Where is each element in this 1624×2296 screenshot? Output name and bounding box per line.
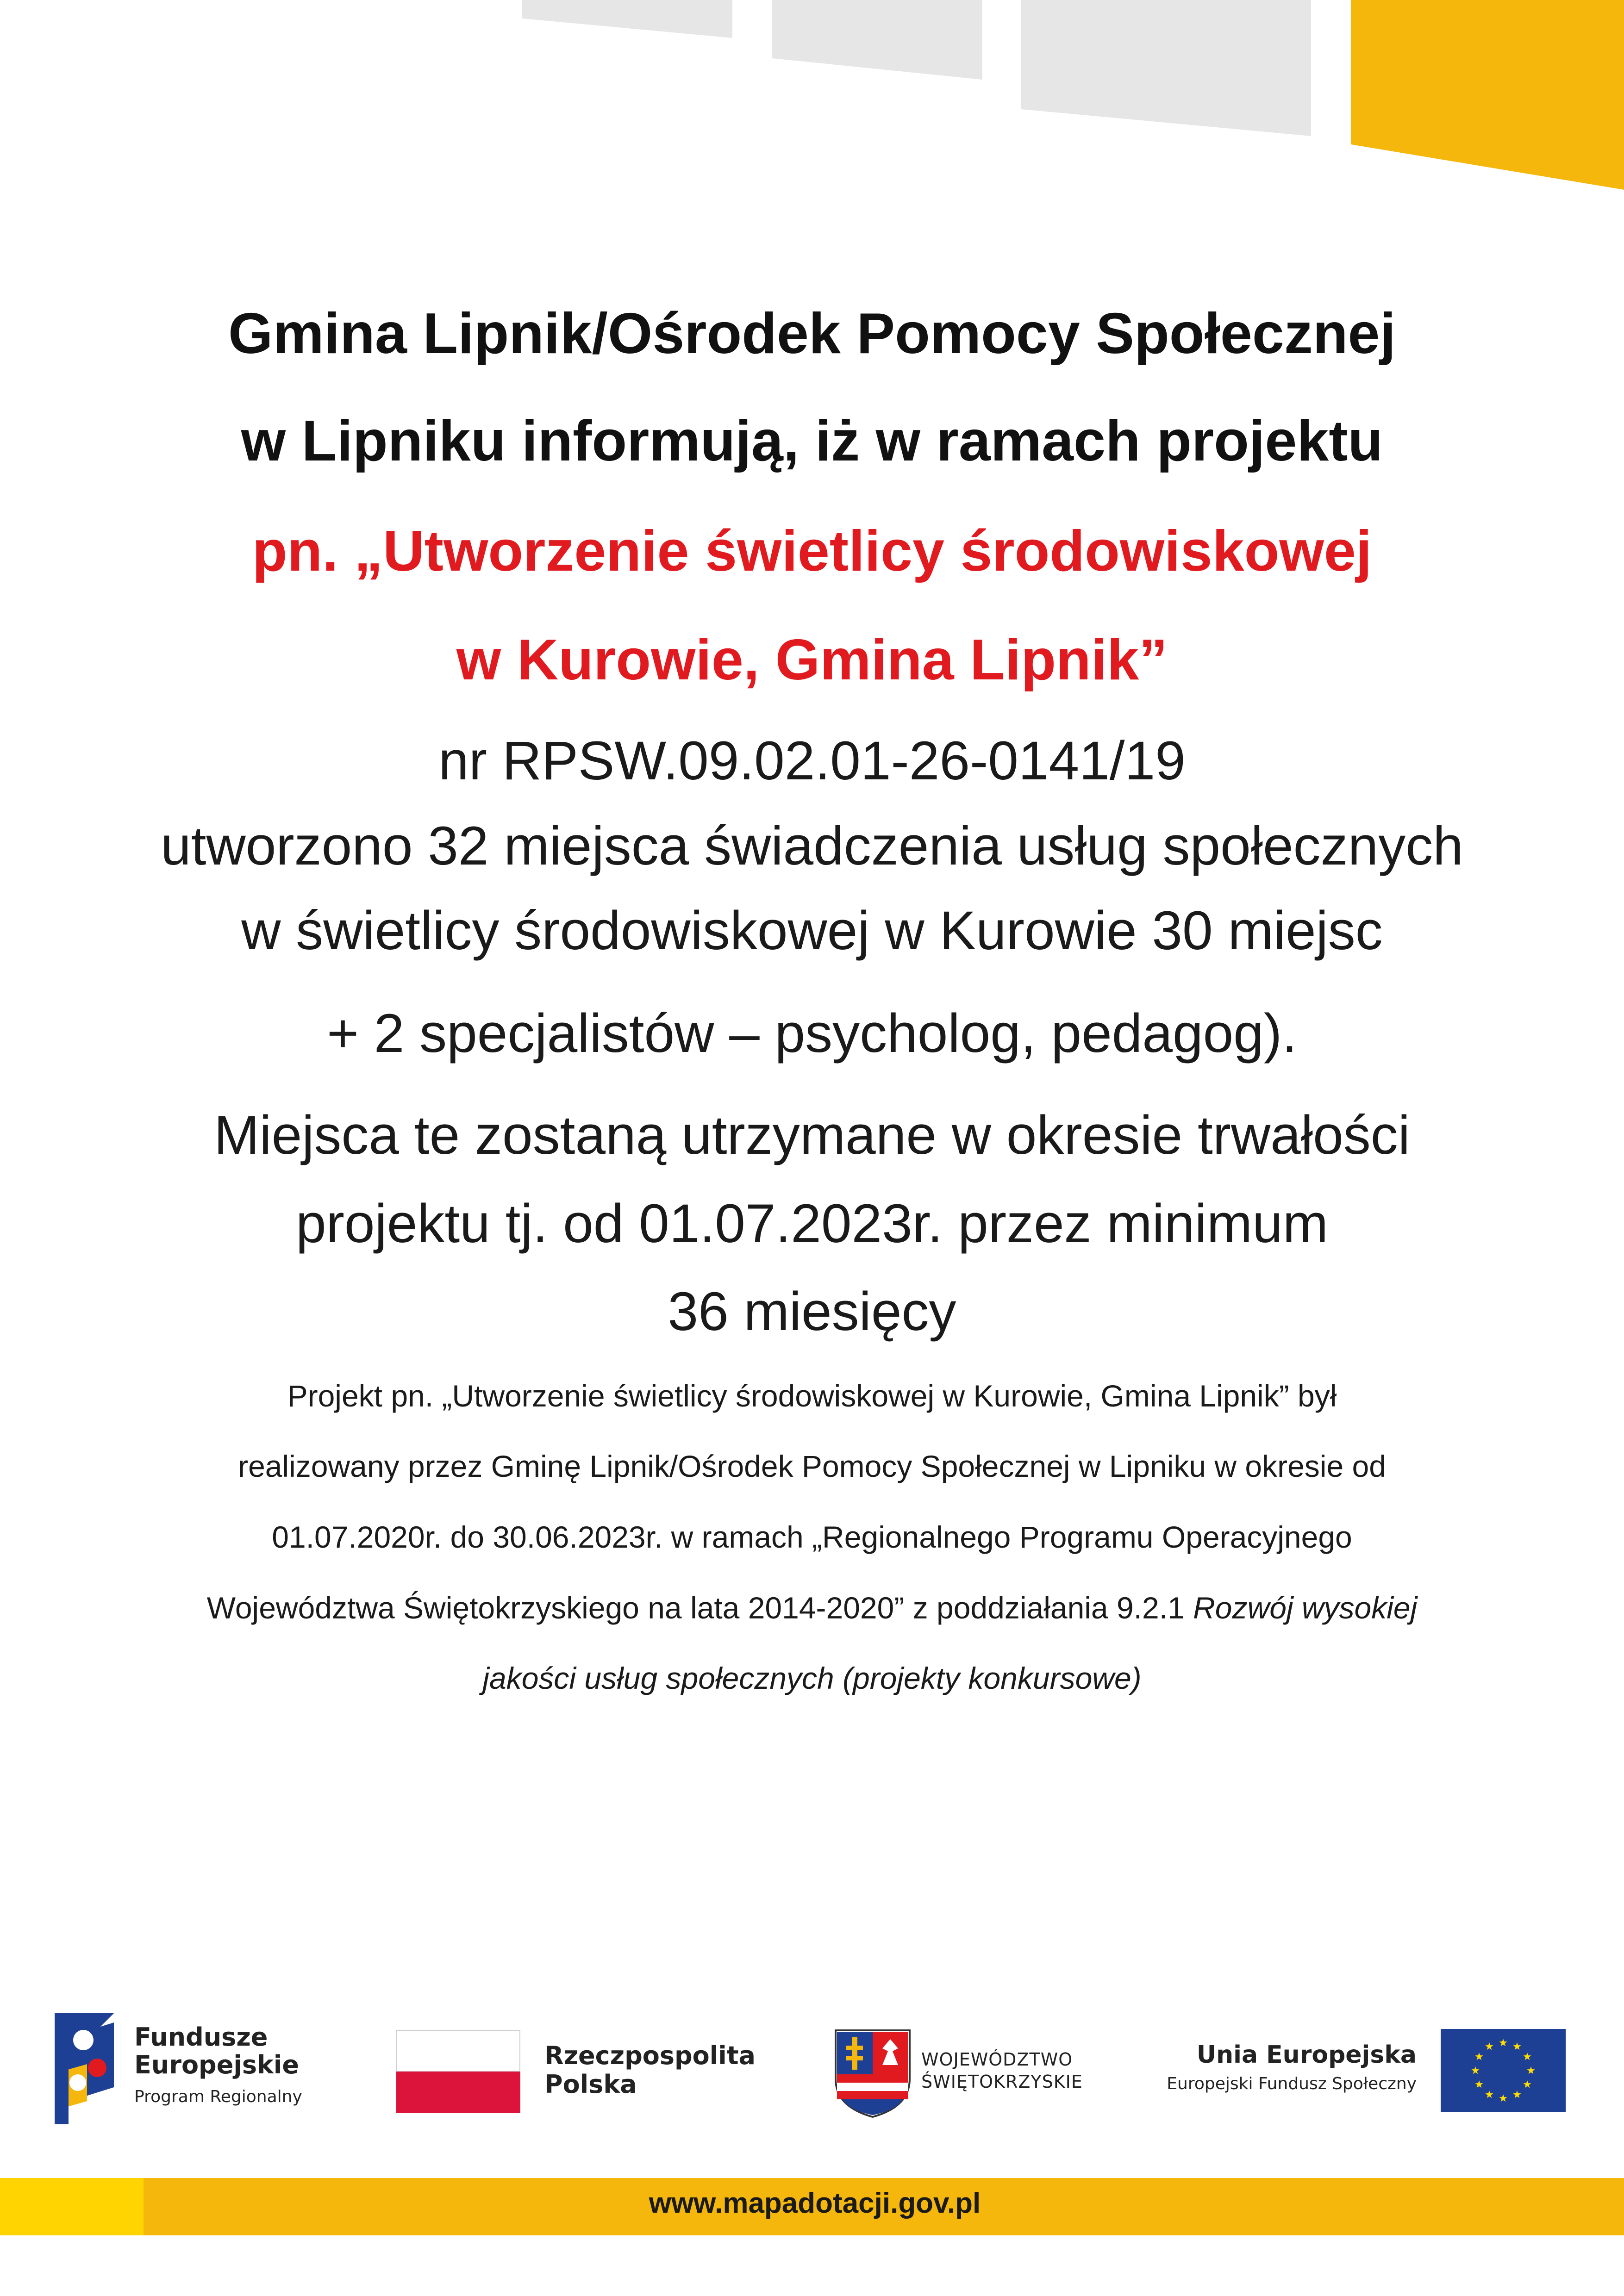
fe-line-1: Fundusze	[134, 2022, 268, 2052]
gray-stripe-3	[1021, 0, 1311, 136]
footnote-line-2: realizowany przez Gminę Lipnik/Ośrodek Pomocy Społecznej w Lipniku w okresie od	[238, 1449, 1386, 1483]
fe-line-3: Program Regionalny	[134, 2087, 302, 2106]
footer-url[interactable]: www.mapadotacji.gov.pl	[649, 2187, 981, 2219]
project-title-line-2: w Kurowie, Gmina Lipnik”	[456, 628, 1168, 692]
heading-line-2: w Lipniku informują, iż w ramach projektu	[241, 409, 1383, 473]
polish-flag-logo	[396, 2030, 520, 2113]
footnote-line-3: 01.07.2020r. do 30.06.2023r. w ramach „Regionalnego Programu Operacyjnego	[272, 1520, 1352, 1554]
ws-line-1: WOJEWÓDZTWO	[921, 2049, 1073, 2070]
rp-line-1: Rzeczpospolita	[544, 2041, 756, 2070]
footnote-line-5: jakości usług społecznych (projekty konkursowe)	[482, 1661, 1142, 1695]
footnote-line-4-regular: Województwa Świętokrzyskiego na lata 2014-2020” z poddziałania 9.2.1	[206, 1591, 1193, 1625]
eu-flag-icon	[1441, 2029, 1566, 2112]
project-number: nr RPSW.09.02.01-26-0141/19	[438, 730, 1186, 791]
body-line-2: utworzono 32 miejsca świadczenia usług społecznych	[161, 815, 1463, 877]
fe-line-2: Europejskie	[134, 2050, 300, 2079]
fundusze-europejskie-logo	[55, 2013, 114, 2124]
body-line-4: + 2 specjalistów – psycholog, pedagog).	[327, 1003, 1297, 1064]
ue-line-2: Europejski Fundusz Społeczny	[1167, 2074, 1417, 2093]
body-line-7: 36 miesięcy	[668, 1281, 956, 1342]
body-line-6: projektu tj. od 01.07.2023r. przez minimum	[295, 1193, 1328, 1254]
footnote-line-1: Projekt pn. „Utworzenie świetlicy środowiskowej w Kurowie, Gmina Lipnik” był	[287, 1379, 1337, 1413]
body-line-3: w świetlicy środowiskowej w Kurowie 30 miejsc	[241, 900, 1383, 961]
ue-line-1: Unia Europejska	[1196, 2041, 1417, 2069]
gray-stripe-2	[772, 0, 982, 80]
ws-line-2: ŚWIĘTOKRZYSKIE	[921, 2072, 1083, 2092]
yellow-stripe	[1351, 0, 1624, 190]
heading-line-1: Gmina Lipnik/Ośrodek Pomocy Społecznej	[228, 302, 1396, 366]
project-title-line-1: pn. „Utworzenie świetlicy środowiskowej	[252, 519, 1372, 583]
coat-of-arms-icon	[833, 2028, 912, 2119]
body-line-5: Miejsca te zostaną utrzymane w okresie trwałości	[214, 1105, 1410, 1166]
footnote-line-4	[0, 1590, 1624, 1625]
rp-line-2: Polska	[544, 2070, 637, 2099]
gray-stripe-1	[522, 0, 732, 38]
header-decoration	[0, 0, 1624, 194]
footnote-line-4-italic: Rozwój wysokiej	[1193, 1591, 1418, 1625]
